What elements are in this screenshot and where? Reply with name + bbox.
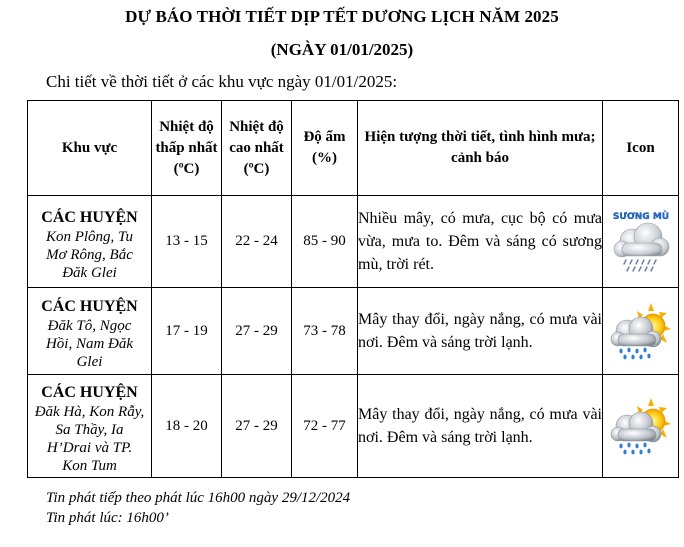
desc-cell: Nhiều mây, có mưa, cục bộ có mưa vừa, mưa to. Đêm và sáng có sương mù, trời rét. [358, 196, 603, 288]
footer-next-issue: Tin phát tiếp theo phát lúc 16h00 ngày 29/12/2024 [46, 490, 351, 506]
table-header-row [28, 101, 679, 196]
table-row [28, 375, 679, 478]
tmin-cell: 18 - 20 [152, 375, 222, 478]
icon-cell [603, 196, 679, 288]
forecast-table [27, 100, 679, 478]
intro-text: Chi tiết về thời tiết ở các khu vực ngày 01/01/2025: [46, 72, 398, 91]
table-row [28, 196, 679, 288]
area-group: CÁC HUYỆN [41, 208, 138, 226]
desc-cell: Mây thay đổi, ngày nắng, có mưa vài nơi. Đêm và sáng trời lạnh. [358, 288, 603, 375]
header-phenomena: Hiện tượng thời tiết, tình hình mưa; cảnh báo [358, 101, 603, 196]
fog-label: SƯƠNG MÙ [612, 211, 669, 222]
sun-cloud-rain-icon [609, 299, 673, 363]
page-title: DỰ BÁO THỜI TIẾT DỊP TẾT DƯƠNG LỊCH NĂM 2025 [125, 7, 559, 26]
header-icon: Icon [603, 101, 679, 196]
icon-cell [603, 288, 679, 375]
page-subtitle: (NGÀY 01/01/2025) [270, 40, 414, 59]
footer-issued-time: Tin phát lúc: 16h00’ [46, 510, 169, 526]
fog-rain-icon [610, 209, 672, 275]
tmax-cell: 27 - 29 [222, 375, 292, 478]
header-tmax: Nhiệt độ cao nhất (ºC) [222, 101, 292, 196]
area-cell [28, 196, 152, 288]
area-names: Đăk Tô, Ngọc Hồi, Nam Đăk Glei [45, 318, 134, 370]
tmin-cell: 13 - 15 [152, 196, 222, 288]
header-humidity: Độ ẩm (%) [292, 101, 358, 196]
tmin-cell: 17 - 19 [152, 288, 222, 375]
humidity-cell: 85 - 90 [292, 196, 358, 288]
table-row [28, 288, 679, 375]
area-names: Kon Plông, Tu Mơ Rông, Bắc Đăk Glei [45, 228, 134, 281]
sun-cloud-rain-icon [609, 394, 673, 458]
header-tmin: Nhiệt độ thấp nhất (ºC) [152, 101, 222, 196]
area-names: Đăk Hà, Kon Rẫy, Sa Thầy, Ia H’Drai và TP. Kon Tum [34, 404, 145, 474]
humidity-cell: 72 - 77 [292, 375, 358, 478]
area-group: CÁC HUYỆN [41, 384, 138, 401]
icon-cell [603, 375, 679, 478]
area-group: CÁC HUYỆN [41, 298, 138, 315]
tmax-cell: 27 - 29 [222, 288, 292, 375]
header-area: Khu vực [28, 101, 152, 196]
humidity-cell: 73 - 78 [292, 288, 358, 375]
tmax-cell: 22 - 24 [222, 196, 292, 288]
area-cell [28, 375, 152, 478]
desc-cell: Mây thay đổi, ngày nắng, có mưa vài nơi. Đêm và sáng trời lạnh. [358, 375, 603, 478]
area-cell [28, 288, 152, 375]
